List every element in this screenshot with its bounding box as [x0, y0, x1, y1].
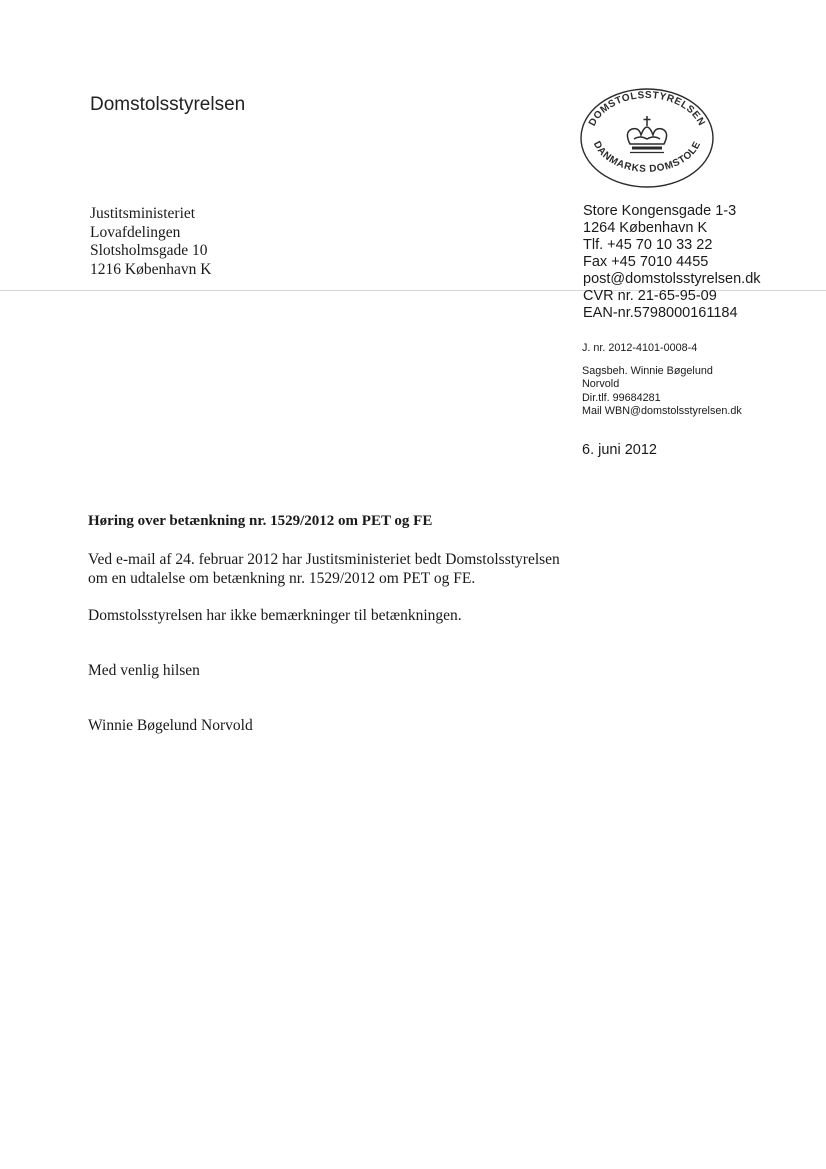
- sender-street: Store Kongensgade 1-3: [583, 203, 737, 219]
- sender-fax: Fax +45 7010 4455: [583, 254, 709, 270]
- signatory-name: Winnie Bøgelund Norvold: [88, 717, 253, 734]
- body-line: Ved e-mail af 24. februar 2012 har Justitsministeriet bedt Domstolsstyrelsen: [88, 551, 560, 568]
- sender-cvr: CVR nr. 21-65-95-09: [583, 288, 717, 304]
- recipient-line: Slotsholmsgade 10: [90, 242, 208, 259]
- recipient-line: Justitsministeriet: [90, 205, 196, 222]
- sender-organization: Domstolsstyrelsen: [90, 94, 246, 115]
- recipient-line: 1216 København K: [90, 260, 212, 278]
- sender-phone: Tlf. +45 70 10 33 22: [583, 237, 713, 253]
- handler-email: Mail WBN@domstolsstyrelsen.dk: [582, 405, 742, 418]
- recipient-line: Lovafdelingen: [90, 223, 181, 241]
- letter-date: 6. juni 2012: [582, 442, 657, 458]
- body-paragraph: [88, 550, 648, 588]
- closing-salutation: Med venlig hilsen: [88, 662, 200, 679]
- court-seal: [578, 86, 716, 190]
- case-handler: Sagsbeh. Winnie Bøgelund: [582, 364, 713, 377]
- sender-contact-block: [583, 203, 761, 322]
- letter-subject: Høring over betænkning nr. 1529/2012 om PET og FE: [88, 513, 433, 529]
- svg-text:DANMARKS DOMSTOLE: [591, 140, 703, 175]
- body-line: om en udtalelse om betænkning nr. 1529/2012 om PET og FE.: [88, 570, 476, 587]
- sender-ean: EAN-nr.5798000161184: [583, 305, 738, 321]
- direct-phone: Dir.tlf. 99684281: [582, 391, 661, 404]
- crown-icon: [627, 116, 666, 153]
- sender-city: 1264 København K: [583, 220, 708, 236]
- seal-bottom-text: DANMARKS DOMSTOLE: [590, 139, 704, 175]
- case-handler: Norvold: [582, 378, 620, 391]
- recipient-address: [90, 205, 211, 279]
- body-paragraph: Domstolsstyrelsen har ikke bemærkninger til betænkningen.: [88, 607, 462, 624]
- case-info-block: [582, 342, 742, 419]
- sender-email: post@domstolsstyrelsen.dk: [583, 271, 761, 287]
- seal-top-text: DOMSTOLSSTYRELSEN: [587, 89, 707, 129]
- journal-number: J. nr. 2012-4101-0008-4: [582, 342, 698, 354]
